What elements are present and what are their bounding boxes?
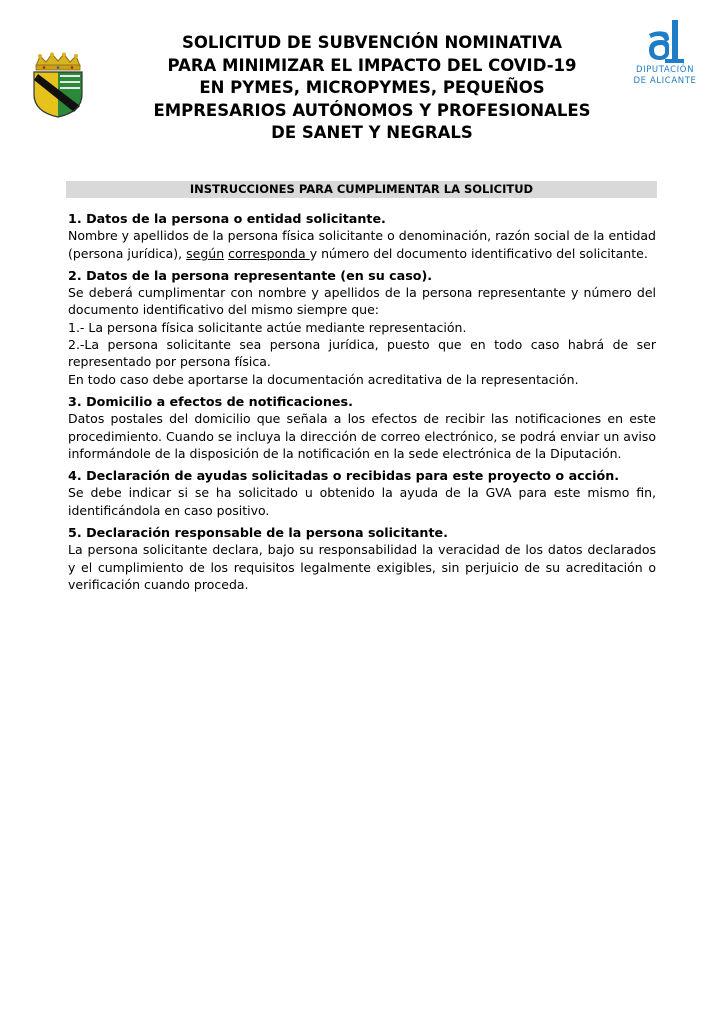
coat-of-arms-icon (30, 52, 86, 118)
instruction-section-4 (68, 467, 656, 519)
section-text: La persona solicitante declara, bajo su responsabilidad la veracidad de los datos declarados y el cumplimiento de los requisitos legalmente exigibles, sin perjuicio de su acreditación o verificación cuando proceda. (68, 542, 656, 592)
section-text (68, 227, 656, 262)
instruction-section-1 (68, 210, 656, 262)
section-list-item: 2.-La persona solicitante sea persona jurídica, puesto que en todo caso habrá de ser representado por persona física. (68, 337, 656, 370)
section-text: Datos postales del domicilio que señala a los efectos de recibir las notificaciones en este procedimiento. Cuando se incluya la dirección de correo electrónico, se podrá enviar un aviso informándole de la disposición de la notificación en la sede electrónica de la Diputación. (68, 411, 656, 461)
document-title (120, 32, 624, 145)
section-text: Se deberá cumplimentar con nombre y apellidos de la persona representante y número del documento identificativo del mismo siempre que: (68, 285, 656, 318)
section-heading: 5. Declaración responsable de la persona solicitante. (68, 525, 448, 541)
section-heading: 3. Domicilio a efectos de notificaciones. (68, 393, 353, 409)
title-line: DE SANET Y NEGRALS (271, 123, 473, 142)
underlined-text: corresponda (228, 245, 310, 261)
section-heading: 4. Declaración de ayudas solicitadas o recibidas para este proyecto o acción. (68, 468, 620, 484)
logo-text-line1: DIPUTACIÓN (635, 65, 695, 75)
title-line: EN PYMES, MICROPYMES, PEQUEÑOS (199, 78, 545, 97)
underlined-text: según (186, 245, 225, 261)
section-text: Se debe indicar si se ha solicitado u obtenido la ayuda de la GVA para este mismo fin, identificándola en caso positivo. (68, 485, 656, 518)
section-heading: 1. Datos de la persona o entidad solicitante. (68, 211, 386, 226)
text-run: y número del documento identificativo del solicitante. (309, 245, 648, 261)
title-line: SOLICITUD DE SUBVENCIÓN NOMINATIVA (182, 33, 562, 52)
section-list-item: 1.- La persona física solicitante actúe mediante representación. (68, 319, 467, 335)
instructions-body (68, 210, 656, 598)
instruction-section-3 (68, 393, 656, 462)
text-run: Nombre y apellidos de la persona física solicitante o denominación, razón social de la entidad (persona jurídica), (68, 228, 656, 261)
title-line: PARA MINIMIZAR EL IMPACTO DEL COVID-19 (167, 55, 577, 75)
instruction-section-2 (68, 267, 656, 388)
section-note: En todo caso debe aportarse la documentación acreditativa de la representación. (68, 371, 579, 387)
title-line: EMPRESARIOS AUTÓNOMOS Y PROFESIONALES (153, 100, 591, 120)
instruction-section-5 (68, 524, 656, 593)
section-heading: 2. Datos de la persona representante (en su caso). (68, 267, 433, 283)
logo-text-line2: DE ALICANTE (633, 76, 697, 86)
instructions-header: INSTRUCCIONES PARA CUMPLIMENTAR LA SOLICITUD (66, 181, 657, 198)
diputacion-logo-icon (645, 18, 685, 64)
diputacion-logo (630, 18, 700, 98)
